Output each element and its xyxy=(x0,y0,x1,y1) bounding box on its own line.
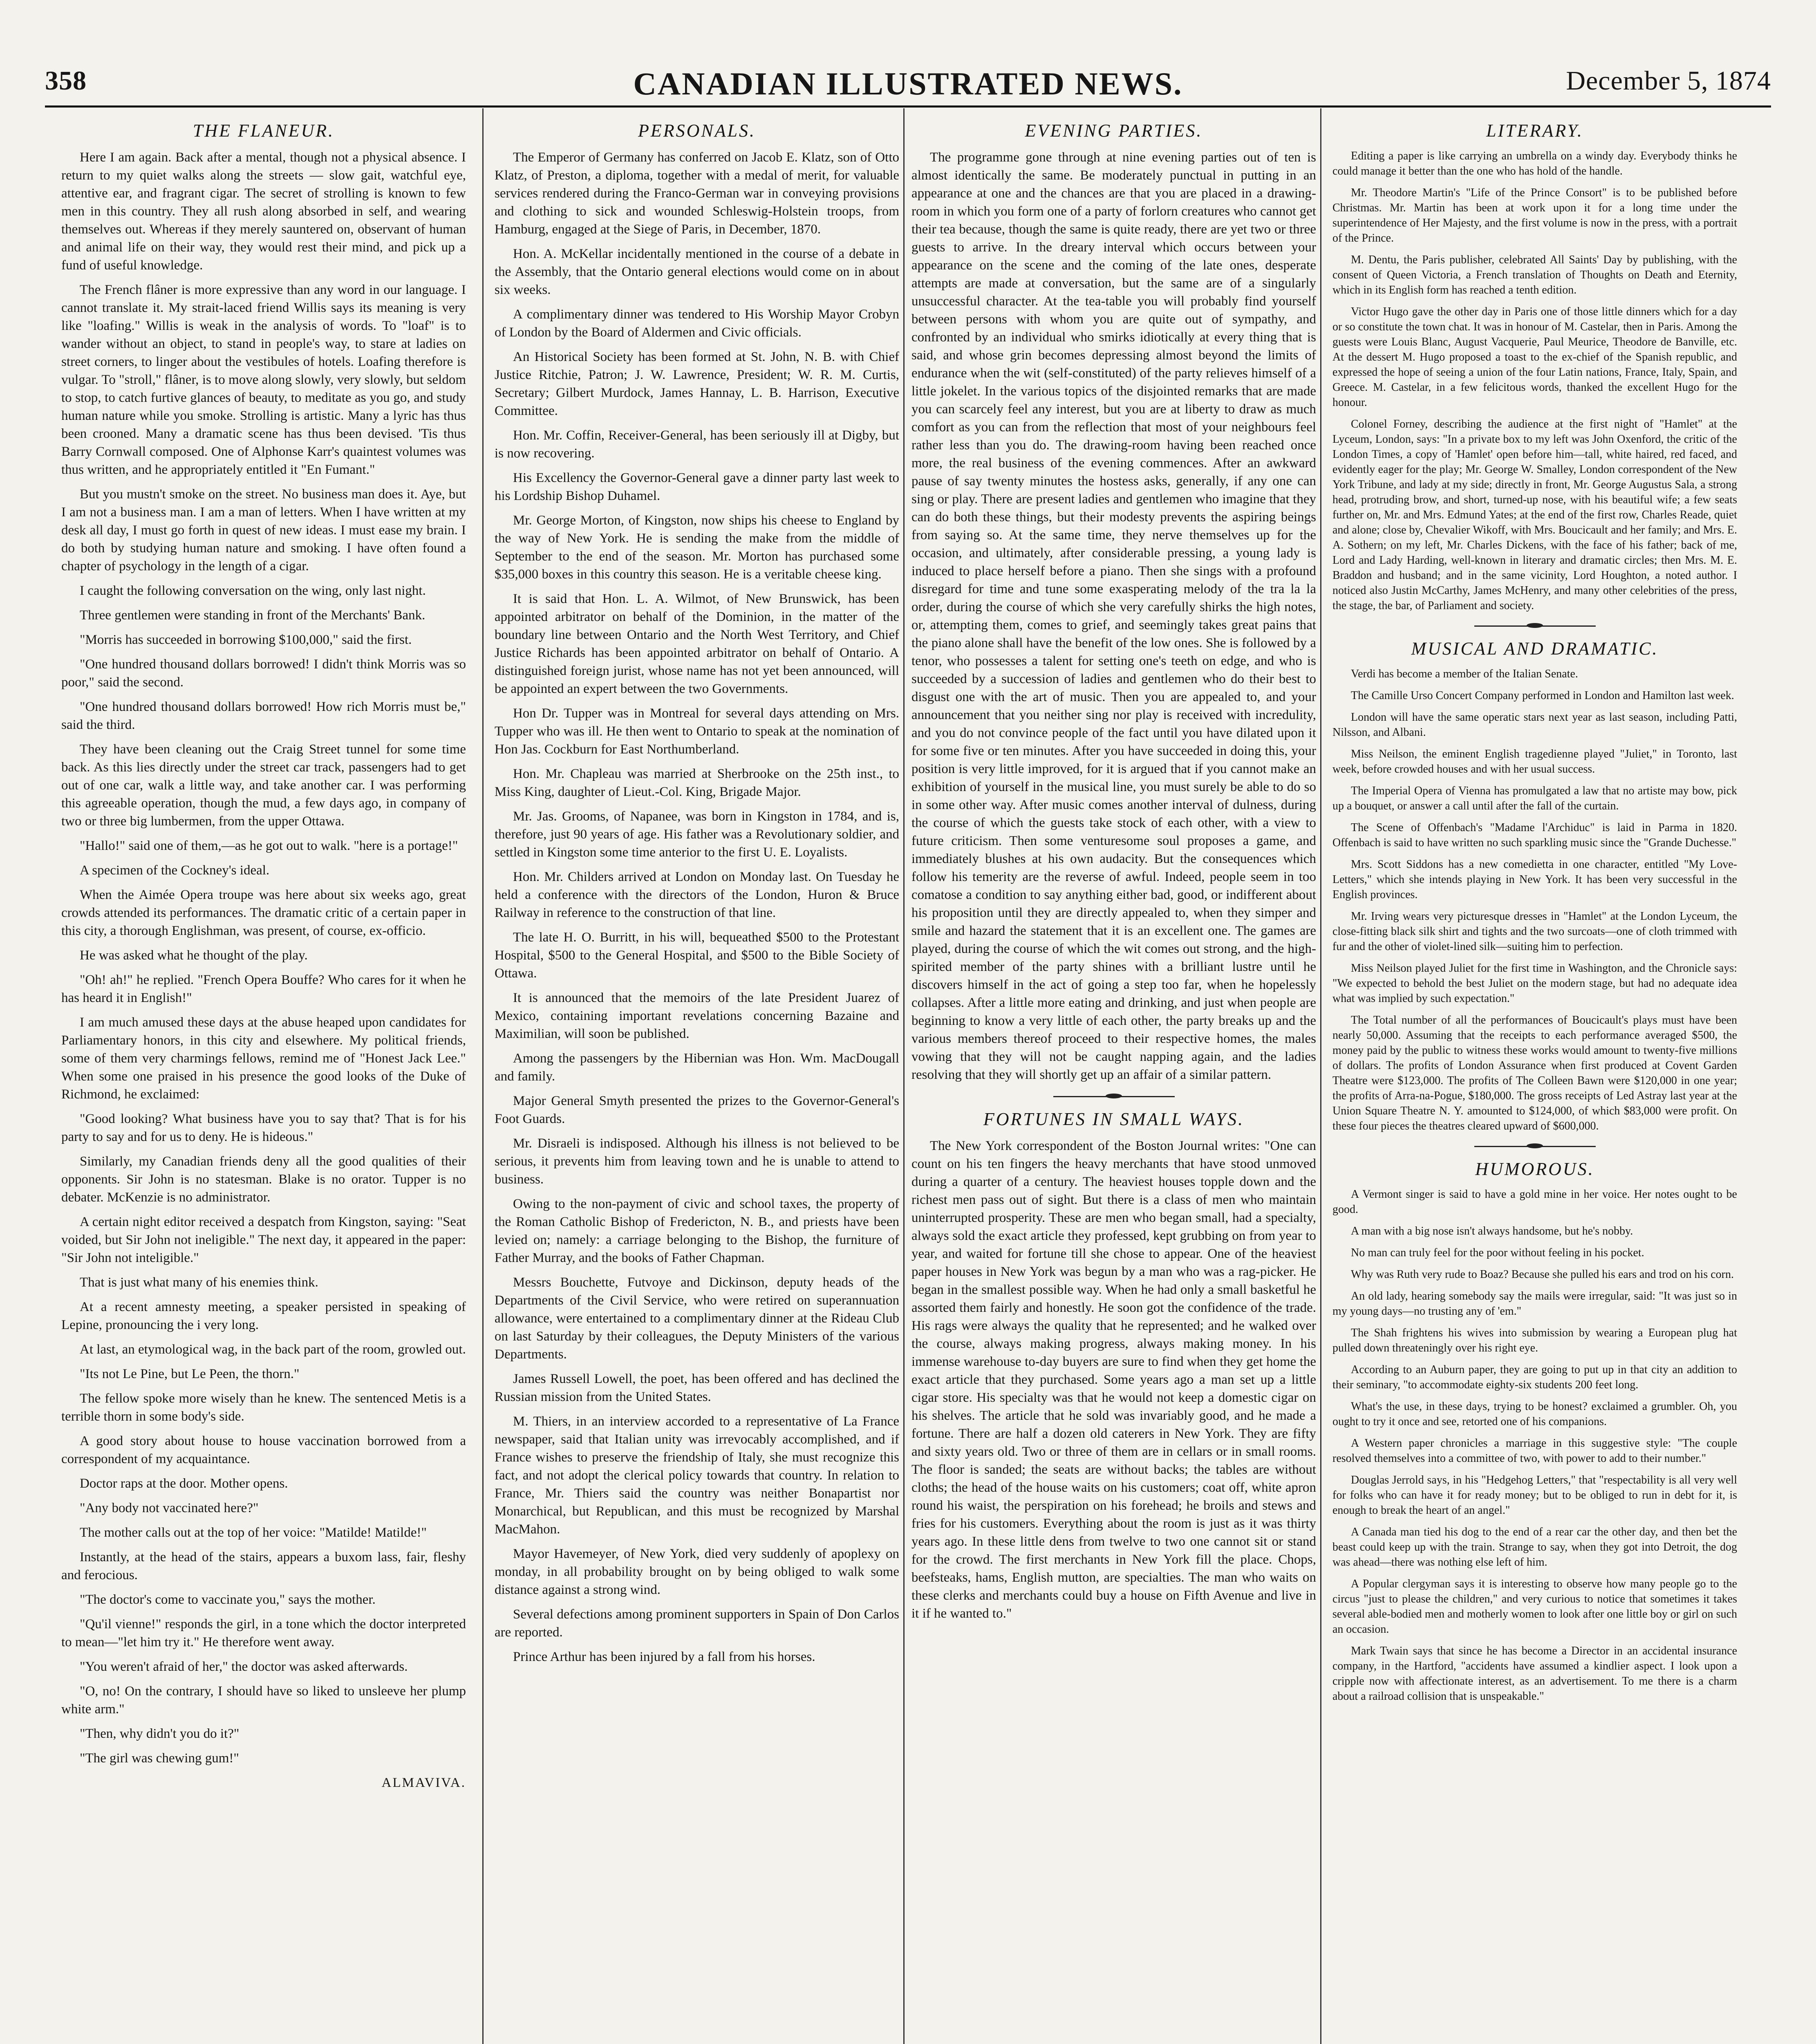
article-paragraph: The Scene of Offenbach's "Madame l'Archiduc" is laid in Parma in 1820. Offenbach is said to have written no such sparkling music since the "Grande Duchesse." xyxy=(1332,821,1737,849)
article-paragraph: "Then, why didn't you do it?" xyxy=(80,1726,240,1741)
article-paragraph: Three gentlemen were standing in front of the Merchants' Bank. xyxy=(80,608,425,623)
article-paragraph: London will have the same operatic stars next year as last season, including Patti, Nilsson, and Albani. xyxy=(1332,711,1737,739)
article-paragraph: Doctor raps at the door. Mother opens. xyxy=(80,1476,288,1491)
newspaper-title: CANADIAN ILLUSTRATED NEWS. xyxy=(633,66,1183,101)
article-paragraph: The Total number of all the performances of Boucicault's plays must have been nearly 50,000. Assuming that the receipts to each performance averaged $500, the money paid by the public to witness these works would amount to twenty-five millions of dollars. The profits of London Assurance when first produced at Covent Garden Theatre were $123,000. The profits of The Colleen Bawn were $120,000 in one year; the profits of Arra-na-Pogue, $180,000. The gross receipts of Led Astray last year at the Union Square Theatre N. Y. amounted to $124,000, of which $83,000 were profit. On these four pieces the theatres cleared upward of $600,000. xyxy=(1332,1014,1737,1132)
article-paragraph: The Shah frightens his wives into submission by wearing a European plug hat pulled down threateningly over his right eye. xyxy=(1332,1327,1737,1354)
column-divider xyxy=(482,108,484,2044)
article-paragraph: Douglas Jerrold says, in his "Hedgehog Letters," that "respectability is all very well for folks who can have it for ready money; but to be obliged to run in debt for it, is enough to break the heart of an angel." xyxy=(1332,1474,1737,1517)
article-paragraph: M. Thiers, in an interview accorded to a representative of La France newspaper, said that Italian unity was irrevocably accomplished, and if France wishes to preserve the friendship of Italy, she must recognize this fact, and not adopt the clerical policy towards that country. In relation to France, Mr. Thiers said the country was neither Bonapartist nor Monarchical, but Republican, and this must be recognized by Marshal MacMahon. xyxy=(495,1414,899,1537)
section-heading: MUSICAL AND DRAMATIC. xyxy=(1411,639,1659,659)
article-paragraph: They have been cleaning out the Craig Street tunnel for some time back. As this lies directly under the street car track, passengers had to get out of one car, walk a little way, and take another car. I was performing this agreeable operation, though the mud, a few days ago, in company of two or three big lumbermen, from the upper Ottawa. xyxy=(61,742,466,829)
article-paragraph: "One hundred thousand dollars borrowed! How rich Morris must be," said the third. xyxy=(61,699,466,732)
section-ornament xyxy=(1332,1144,1737,1148)
article-paragraph: Mr. Disraeli is indisposed. Although his illness is not believed to be serious, it prevents him from leaving town and he is unable to attend to business. xyxy=(495,1136,899,1187)
column-3 xyxy=(911,121,1316,2044)
article-paragraph: "O, no! On the contrary, I should have so liked to unsleeve her plump white arm." xyxy=(61,1684,466,1717)
article-paragraph: I am much amused these days at the abuse heaped upon candidates for Parliamentary honors, in this city and elsewhere. My political friends, some of them very charmings fellows, remind me of "Honest Jack Lee." When some one praised in his presence the good looks of the Duke of Richmond, he exclaimed: xyxy=(61,1015,466,1102)
article-paragraph: Victor Hugo gave the other day in Paris one of those little dinners which for a day or so constitute the town chat. It was in honour of M. Castelar, then in Paris. Among the guests were Louis Blanc, August Vacquerie, Paul Meurice, Theodore de Banville, etc. At the dessert M. Hugo proposed a toast to the ex-chief of the Spanish republic, and expressed the hope of seeing a union of the four Latin nations, France, Italy, Spain, and Greece. M. Castelar, in a few felicitous words, thanked the excellent Hugo for the honour. xyxy=(1332,305,1737,409)
article-paragraph: Mr. George Morton, of Kingston, now ships his cheese to England by the way of New York. He is sending the make from the middle of September to the end of the season. Mr. Morton has purchased some $35,000 boxes in this country this season. He is a veritable cheese king. xyxy=(495,513,899,582)
article-paragraph: The late H. O. Burritt, in his will, bequeathed $500 to the Protestant Hospital, $500 to the General Hospital, and $500 to the Bible Society of Ottawa. xyxy=(495,930,899,981)
article-paragraph: A complimentary dinner was tendered to His Worship Mayor Crobyn of London by the Board of Aldermen and Civic officials. xyxy=(495,307,899,340)
article-paragraph: Hon. Mr. Childers arrived at London on Monday last. On Tuesday he held a conference with the directors of the London, Huron & Bruce Railway in reference to the construction of that line. xyxy=(495,870,899,920)
article-paragraph: "Qu'il vienne!" responds the girl, in a tone which the doctor interpreted to mean—"let him try it." He therefore went away. xyxy=(61,1617,466,1650)
article-paragraph: Among the passengers by the Hibernian was Hon. Wm. MacDougall and family. xyxy=(495,1051,899,1084)
article-paragraph: Prince Arthur has been injured by a fall from his horses. xyxy=(513,1650,815,1664)
article-paragraph: A good story about house to house vaccination borrowed from a correspondent of my acquaintance. xyxy=(61,1434,466,1466)
article-paragraph: "You weren't afraid of her," the doctor was asked afterwards. xyxy=(80,1659,408,1674)
article-paragraph: Hon. A. McKellar incidentally mentioned in the course of a debate in the Assembly, that the Ontario general elections would come on in about six weeks. xyxy=(495,247,899,297)
article-paragraph: Mr. Jas. Grooms, of Napanee, was born in Kingston in 1784, and is, therefore, just 90 years of age. His father was a Revolutionary soldier, and settled in Kingston some time anterior to the first U. E. Loyalists. xyxy=(495,809,899,860)
article-paragraph: Owing to the non-payment of civic and school taxes, the property of the Roman Catholic Bishop of Fredericton, N. B., and priests have been levied on; namely: a carriage belonging to the Bishop, the furniture of Father Murray, and the books of Father Chapman. xyxy=(495,1197,899,1265)
article-paragraph: A certain night editor received a despatch from Kingston, saying: "Seat voided, but Sir John not ineligible." The next day, it appeared in the paper: "Sir John not inteligible." xyxy=(61,1215,466,1265)
article-paragraph: Editing a paper is like carrying an umbrella on a windy day. Everybody thinks he could manage it better than the one who has hold of the handle. xyxy=(1332,150,1737,177)
article-paragraph: "One hundred thousand dollars borrowed! I didn't think Morris was so poor," said the second. xyxy=(61,657,466,690)
article-paragraph: Mr. Theodore Martin's "Life of the Prince Consort" is to be published before Christmas. Mr. Martin has been at work upon it for a long time under the superintendence of Her Majesty, and the first volume is now in the press, with a portrait of the Prince. xyxy=(1332,186,1737,244)
article-paragraph: The French flâner is more expressive than any word in our language. I cannot translate it. My strait-laced friend Willis says its meaning is very like "loafing." Willis is weak in the analysis of words. To "loaf" is to wander without an object, to stand in people's way, to stare at ladies on street corners, to linger about the vestibules of hotels. Loafing therefore is vulgar. To "stroll," flâner, is to move along slowly, very slowly, but seldom to stop, to catch furtive glances of beauty, to meditate as you go, and study human nature while you smoke. Strolling is artistic. Many a lyric has thus been crooned. Many a dramatic scene has thus been devised. 'Tis thus Barry Cornwall composed. One of Alphonse Karr's quaintest volumes was thus written, and he appropriately entitled it "En Fumant." xyxy=(61,282,466,477)
article-paragraph: Colonel Forney, describing the audience at the first night of "Hamlet" at the Lyceum, London, says: "In a private box to my left was John Oxenford, the critic of the London Times, a copy of 'Hamlet' open before him—tall, white haired, red faced, and evidently eager for the play; Mr. George W. Smalley, London correspondent of the New York Tribune, and lady at my side; directly in front, Mr. George Augustus Sala, a strong head, protruding brow, and short, turned-up nose, with his beautiful wife; a few seats further on, Mr. and Mrs. Edmund Yates; at the end of the first row, Charles Reade, quiet and alone; close by, Chevalier Wikoff, with Mrs. Boucicault and her family; and Mrs. E. A. Sothern; on my left, Mr. Charles Dickens, with the face of his father; back of me, Lord and Lady Harding, well-known in literary and dramatic circles; then Mrs. M. E. Braddon and husband; and in the same vicinity, Lord Houghton, a noted author. I noticed also Justin McCarthy, James McHenry, and many other celebrities of the press, the stage, the bar, of Parliament and society. xyxy=(1332,418,1737,612)
article-paragraph: He was asked what he thought of the play. xyxy=(80,948,308,963)
column-divider xyxy=(1320,108,1321,2044)
article-paragraph: Hon. Mr. Chapleau was married at Sherbrooke on the 25th inst., to Miss King, daughter of Lieut.-Col. King, Brigade Major. xyxy=(495,766,899,799)
article-paragraph: The Camille Urso Concert Company performed in London and Hamilton last week. xyxy=(1351,689,1734,702)
column-1 xyxy=(61,121,466,2044)
article-paragraph: That is just what many of his enemies think. xyxy=(80,1275,318,1290)
section-ornament xyxy=(1332,624,1737,628)
article-paragraph: "Its not Le Pine, but Le Peen, the thorn." xyxy=(80,1367,300,1381)
article-paragraph: "Any body not vaccinated here?" xyxy=(80,1501,259,1515)
masthead-rule xyxy=(45,105,1771,108)
masthead xyxy=(45,65,1771,119)
article-paragraph: Hon Dr. Tupper was in Montreal for several days attending on Mrs. Tupper who was ill. He then went to Ontario to speak at the nomination of Hon Jas. Cockburn for East Northumberland. xyxy=(495,706,899,757)
column-2 xyxy=(495,121,899,2044)
article-paragraph: No man can truly feel for the poor without feeling in his pocket. xyxy=(1351,1246,1644,1259)
column-divider xyxy=(903,108,905,2044)
article-paragraph: Mrs. Scott Siddons has a new comedietta in one character, entitled "My Love-Letters," which she intends playing in New York. It has been very successful in the English provinces. xyxy=(1332,858,1737,901)
issue-date: December 5, 1874 xyxy=(1566,66,1771,96)
author-signature: ALMAVIVA. xyxy=(381,1775,466,1790)
section-heading: LITERARY. xyxy=(1486,121,1583,141)
section-heading: THE FLANEUR. xyxy=(193,121,335,141)
article-paragraph: Mr. Irving wears very picturesque dresses in "Hamlet" at the London Lyceum, the close-fitting black silk shirt and tights and the two surcoats—one of cloth trimmed with fur and the other of violet-lined silk—suiting him to perfection. xyxy=(1332,910,1737,953)
article-paragraph: The New York correspondent of the Boston Journal writes: "One can count on his ten fingers the heavy merchants that have stood unmoved during a quarter of a century. The heaviest houses topple down and the richest men pass out of sight. But there is a class of men who maintain uninterrupted prosperity. These are men who began small, had a specialty, always sold the exact article they professed, kept grubbing on from year to year, and waited for fortune till she chose to appear. One of the heaviest paper houses in New York was begun by a man who was a rag-picker. He began in the smallest possible way. When he had only a small basketful he assorted them fairly and honestly. He soon got the confidence of the trade. His rags were always the quality that he represented; and he walked over the course, always making progress, always making money. In his immense warehouse to-day buyers are sure to find when they get home the exact article that they purchased. Some years ago a man set up a little cigar store. His specialty was that he would not keep a domestic cigar on his shelves. The article that he sold was invariably good, and he made a fortune. There are half a dozen old caterers in New York. They are fifty and sixty years old. Two or three of them are in cellars or in small rooms. The floor is sanded; the seats are without backs; the tables are without cloths; the head of the house waits on his customers; coat off, white apron round his waist, the perspiration on his forehead; he broils and stews and fries for his customers. Everything about the room is just as it was thirty years ago. In these little dens from twelve to two one cannot sit or stand for the crowd. The first merchants in New York fill the place. Chops, beefsteaks, hams, English mutton, are specialties. The man who waits on these clerks and merchants could buy a house on Fifth Avenue and live in it if he wanted to." xyxy=(911,1139,1316,1621)
article-paragraph: "Oh! ah!" he replied. "French Opera Bouffe? Who cares for it when he has heard it in English!" xyxy=(61,973,466,1005)
article-paragraph: A specimen of the Cockney's ideal. xyxy=(80,863,270,878)
article-paragraph: A Canada man tied his dog to the end of a rear car the other day, and then bet the beast could keep up with the train. Strange to say, when they got into Detroit, the dog was ahead—there was nothing else left of him. xyxy=(1332,1526,1737,1569)
article-paragraph: "The girl was chewing gum!" xyxy=(80,1751,239,1766)
article-paragraph: "The doctor's come to vaccinate you," says the mother. xyxy=(80,1592,376,1607)
article-musical-and-dramatic xyxy=(1332,639,1737,1134)
article-evening-parties xyxy=(911,121,1316,1084)
article-paragraph: At a recent amnesty meeting, a speaker persisted in speaking of Lepine, pronouncing the i very long. xyxy=(61,1300,466,1332)
article-paragraph: His Excellency the Governor-General gave a dinner party last week to his Lordship Bishop Duhamel. xyxy=(495,471,899,503)
article-paragraph: Similarly, my Canadian friends deny all the good qualities of their opponents. Sir John is no statesman. Blake is no orator. Tupper is no debater. McKenzie is no administrator. xyxy=(61,1154,466,1205)
article-paragraph: It is said that Hon. L. A. Wilmot, of New Brunswick, has been appointed arbitrator on behalf of the Dominion, in the matter of the boundary line between Ontario and the North West Territory, and Chief Justice Richards has been appointed arbitrator on behalf of Ontario. A distinguished foreign jurist, whose name has not yet been announced, will be appointed an expert between the two Governments. xyxy=(495,592,899,696)
article-paragraph: Messrs Bouchette, Futvoye and Dickinson, deputy heads of the Departments of the Civil Service, who were retired on superannuation allowance, were entertained to a complimentary dinner at the Rideau Club on last Saturday by their colleagues, the Deputy Ministers of the various Departments. xyxy=(495,1275,899,1362)
article-paragraph: James Russell Lowell, the poet, has been offered and has declined the Russian mission from the United States. xyxy=(495,1372,899,1404)
article-paragraph: A man with a big nose isn't always handsome, but he's nobby. xyxy=(1351,1225,1633,1237)
article-paragraph: A Popular clergyman says it is interesting to observe how many people go to the circus "just to please the children," and very curious to notice that sometimes it takes several able-bodied men and motherly women to look after one little boy or girl on such an occasion. xyxy=(1332,1578,1737,1636)
article-paragraph: "Morris has succeeded in borrowing $100,000," said the first. xyxy=(80,632,412,647)
article-paragraph: "Good looking? What business have you to say that? That is for his party to say and for us to deny. He is hideous." xyxy=(61,1112,466,1144)
article-paragraph: M. Dentu, the Paris publisher, celebrated All Saints' Day by publishing, with the consent of Queen Victoria, a French translation of Thoughts on Death and Eternity, which in its English form has reached a tenth edition. xyxy=(1332,253,1737,296)
article-paragraph: Why was Ruth very rude to Boaz? Because she pulled his ears and trod on his corn. xyxy=(1351,1268,1734,1281)
article-personals xyxy=(495,121,899,1666)
article-paragraph: Major General Smyth presented the prizes to the Governor-General's Foot Guards. xyxy=(495,1094,899,1126)
article-paragraph: Miss Neilson, the eminent English tragedienne played "Juliet," in Toronto, last week, before crowded houses and with her usual success. xyxy=(1332,748,1737,775)
article-paragraph: Instantly, at the head of the stairs, appears a buxom lass, fair, fleshy and ferocious. xyxy=(61,1550,466,1582)
article-literary xyxy=(1332,121,1737,613)
page-number: 358 xyxy=(45,66,87,96)
article-paragraph: According to an Auburn paper, they are going to put up in that city an addition to their seminary, "to accommodate eighty-six students 200 feet long. xyxy=(1332,1363,1737,1391)
article-paragraph: Hon. Mr. Coffin, Receiver-General, has been seriously ill at Digby, but is now recovering. xyxy=(495,428,899,461)
article-paragraph: The Emperor of Germany has conferred on Jacob E. Klatz, son of Otto Klatz, of Preston, a diploma, together with a medal of merit, for valuable services rendered during the Franco-German war in conveying provisions and clothing to sick and wounded Schleswig-Holstein troops, from Hamburg, engaged at the Siege of Paris, in December, 1870. xyxy=(495,150,899,237)
article-paragraph: At last, an etymological wag, in the back part of the room, growled out. xyxy=(80,1342,466,1357)
article-paragraph: Several defections among prominent supporters in Spain of Don Carlos are reported. xyxy=(495,1607,899,1640)
article-paragraph: I caught the following conversation on the wing, only last night. xyxy=(80,583,426,598)
article-paragraph: The programme gone through at nine evening parties out of ten is almost identically the same. Be moderately punctual in putting in an appearance at one and the chances are that you are placed in a drawing-room in which you form one of a party of forlorn creatures who cannot get their tea because, though the same is quite ready, there are yet two or three guests to arrive. In the dreary interval which occurs between your appearance on the scene and the coming of the late ones, desperate attempts are made at conversation, but the same are of a singularly unsuccessful character. At the tea-table you will probably find yourself between persons with whom you are quite out of sympathy, and confronted by an individual who smirks idiotically at every thing that is said, and whose grin becomes depressing almost beyond the limits of endurance when the wit (self-constituted) of the party relieves himself of a little jokelet. In the various topics of the disjointed remarks that are made you can scarcely feel any interest, but you are at liberty to draw as much comfort as you can from the reflection that most of your neighbours feel rather less than you do. The drawing-room having been reached once more, the real business of the evening commences. After an awkward pause of say twenty minutes the hostess asks, generally, if any one can sing or play. There are present ladies and gentlemen who imagine that they can do both these things, but their modesty prevents the aspiring beings from saying so. At the same time, they nerve themselves up for the occasion, and ultimately, after considerable pressing, a young lady is induced to place herself before a piano. Then she sings with a profound disregard for time and tune some exasperating melody of the tra la la order, during the course of which she very carefully shirks the high notes, or, attempting them, comes to grief, and seemingly takes great pains that the piano alone shall have the benefit of the low ones. She is followed by a tenor, who possesses a talent for setting one's teeth on edge, and who is succeeded by a succession of ladies and gentlemen who do their best to disgust one with the art of music. Then you are appealed to, and your announcement that you neither sing nor play is received with incredulity, and you do not convince people of the fact until you have dilated upon it for some five or ten minutes. After you have succeeded in doing this, your position is very little improved, for it is argued that if you cannot make an exhibition of yourself in the musical line, you must surely be able to do so in some other way. After music comes another interval of dulness, during the course of which the guests take stock of each other, with a view to future criticism. Then some venturesome soul proposes a game, and immediately blushes at his own audacity. But the consequences which follow his temerity are the reverse of awful. Indeed, people seem in too comatose a condition to say anything either bad, good, or indifferent about his proposition until they are directly appealed to, when they simper and smile and hazard the statement that it is an excellent one. The games are played, during the course of which the wit comes out strong, and the high-spirited member of the party shines with a brilliant lustre until he discovers himself in the act of going a step too far, when he hopelessly collapses. After a little more eating and drinking, and just when people are beginning to know a very little of each other, the party breaks up and the various members thereof proceed to their respective homes, the males vowing that they will not be caught napping again, and the ladies resolving that they will shortly get up an affair of a similar pattern. xyxy=(911,150,1316,1082)
article-humorous xyxy=(1332,1159,1737,1704)
article-paragraph: An old lady, hearing somebody say the mails were irregular, said: "It was just so in my young days—no trusting any of 'em." xyxy=(1332,1290,1737,1318)
article-paragraph: Miss Neilson played Juliet for the first time in Washington, and the Chronicle says: "We expected to behold the best Juliet on the modern stage, but had no adequate idea what was implied by such expectation." xyxy=(1332,962,1737,1005)
article-paragraph: An Historical Society has been formed at St. John, N. B. with Chief Justice Ritchie, Patron; J. W. Lawrence, President; W. R. M. Curtis, Secretary; Gilbert Murdock, James Hannay, L. B. Harrison, Executive Committee. xyxy=(495,350,899,418)
article-paragraph: It is announced that the memoirs of the late President Juarez of Mexico, containing important revelations concerning Bazaine and Maximilian, will soon be published. xyxy=(495,991,899,1041)
section-heading: PERSONALS. xyxy=(638,121,756,141)
article-paragraph: Mayor Havemeyer, of New York, died very suddenly of apoplexy on monday, in all probability brought on by being obliged to walk some distance against a strong wind. xyxy=(495,1546,899,1597)
article-paragraph: Mark Twain says that since he has become a Director in an accidental insurance company, in the Hartford, "accidents have assumed a kindlier aspect. I look upon a cripple now with affectionate interest, as an advertisement. To me there is a charm about a railroad collision that is unspeakable." xyxy=(1332,1645,1737,1703)
article-paragraph: When the Aimée Opera troupe was here about six weeks ago, great crowds attended its performances. The dramatic critic of a certain paper in this city, a thorough Englishman, was present, of course, ex-officio. xyxy=(61,888,466,938)
article-paragraph: The fellow spoke more wisely than he knew. The sentenced Metis is a terrible thorn in some body's side. xyxy=(61,1391,466,1424)
section-heading: FORTUNES IN SMALL WAYS. xyxy=(983,1109,1245,1129)
article-paragraph: But you mustn't smoke on the street. No business man does it. Aye, but I am not a business man. I am a man of letters. When I have written at my desk all day, I must go forth in quest of new ideas. I must ease my brain. I do both by studying human nature and smoking. I have often found a chapter of psychology in the length of a cigar. xyxy=(61,487,466,574)
column-4 xyxy=(1332,121,1737,2044)
article-paragraph: The Imperial Opera of Vienna has promulgated a law that no artiste may bow, pick up a bouquet, or answer a call until after the fall of the curtain. xyxy=(1332,784,1737,812)
article-paragraph: The mother calls out at the top of her voice: "Matilde! Matilde!" xyxy=(80,1525,427,1540)
article-the-flaneur xyxy=(61,121,466,1792)
article-paragraph: A Vermont singer is said to have a gold mine in her voice. Her notes ought to be good. xyxy=(1332,1188,1737,1216)
article-fortunes-in-small-ways xyxy=(911,1109,1316,1623)
section-ornament xyxy=(911,1094,1316,1098)
article-paragraph: Here I am again. Back after a mental, though not a physical absence. I return to my quiet walks along the streets — slow gait, watchful eye, attentive ear, and fragrant cigar. The secret of strolling is known to few men in this country. They all rush along absorbed in self, and wearing themselves out. Whereas if they merely sauntered on, observant of human and animal life on their way, they would rest their mind, and pick up a fund of useful knowledge. xyxy=(61,150,466,273)
article-paragraph: What's the use, in these days, trying to be honest? exclaimed a grumbler. Oh, you ought to try it once and see, retorted one of his companions. xyxy=(1332,1400,1737,1428)
article-paragraph: "Hallo!" said one of them,—as he got out to walk. "here is a portage!" xyxy=(80,838,458,853)
article-paragraph: Verdi has become a member of the Italian Senate. xyxy=(1351,668,1578,680)
section-heading: HUMOROUS. xyxy=(1475,1159,1594,1179)
article-paragraph: A Western paper chronicles a marriage in this suggestive style: "The couple resolved themselves into a committee of two, with power to add to their number." xyxy=(1332,1437,1737,1465)
section-heading: EVENING PARTIES. xyxy=(1025,121,1203,141)
